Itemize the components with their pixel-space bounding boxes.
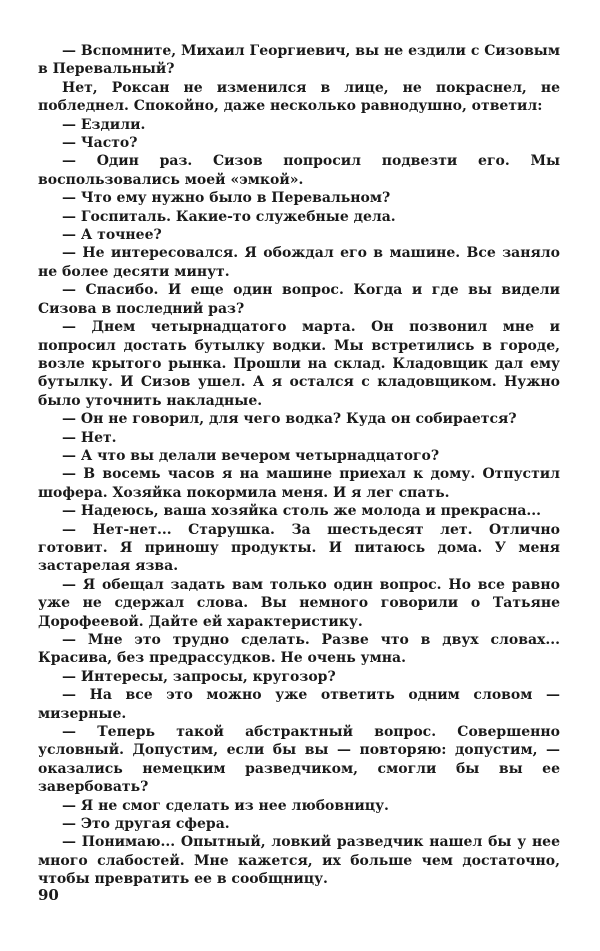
paragraph: — Ездили. xyxy=(62,116,146,133)
paragraph: — Нет. xyxy=(62,429,117,446)
paragraph: — Я не смог сделать из нее любовницу. xyxy=(62,797,389,814)
paragraph: — Один раз. Сизов попросил подвезти его. Мы воспользовались моей «эмкой». xyxy=(38,153,560,188)
paragraph: — А точнее? xyxy=(62,227,162,244)
paragraph: — На все это можно уже ответить одним словом — мизерные. xyxy=(38,687,560,722)
paragraph: — Мне это трудно сделать. Разве что в двух словах... Красива, без предрассудков. Не очень умна. xyxy=(38,632,560,667)
paragraph: — Часто? xyxy=(62,135,138,152)
paragraph: — В восемь часов я на машине приехал к дому. Отпустил шофера. Хозяйка покормила меня. И я лег спать. xyxy=(38,466,560,501)
paragraph: — Он не говорил, для чего водка? Куда он собирается? xyxy=(62,411,517,428)
paragraph: — Не интересовался. Я обождал его в машине. Все заняло не более десяти минут. xyxy=(38,245,560,280)
page-number: 90 xyxy=(38,886,59,904)
paragraph: — Днем четырнадцатого марта. Он позвонил мне и попросил достать бутылку водки. Мы встретились в городе, возле крытого рынка. Прошли на склад. Кладовщик дал ему бутылку. И Сизов ушел. А я остался с кладовщиком. Нужно было уточнить накладные. xyxy=(38,319,560,409)
paragraph: — Нет-нет... Старушка. За шестьдесят лет. Отлично готовит. Я приношу продукты. И питаюсь дома. У меня застарелая язва. xyxy=(38,521,560,575)
paragraph: — Понимаю... Опытный, ловкий разведчик нашел бы у нее много слабостей. Мне кажется, их больше чем достаточно, чтобы превратить ее в сообщницу. xyxy=(38,834,560,888)
paragraph: — Спасибо. И еще один вопрос. Когда и где вы видели Сизова в последний раз? xyxy=(38,282,560,317)
paragraph: — Госпиталь. Какие-то служебные дела. xyxy=(62,208,396,225)
page-body xyxy=(38,42,560,889)
paragraph: — Это другая сфера. xyxy=(62,816,230,833)
paragraph: — Теперь такой абстрактный вопрос. Совершенно условный. Допустим, если бы вы — повторяю: допустим, — оказались немецким разведчиком, смогли бы вы ее завербовать? xyxy=(38,724,560,796)
paragraph: — Что ему нужно было в Перевальном? xyxy=(62,190,391,207)
paragraph: Нет, Роксан не изменился в лице, не покраснел, не побледнел. Спокойно, даже несколько равнодушно, ответил: xyxy=(38,79,560,115)
paragraph: — А что вы делали вечером четырнадцатого? xyxy=(62,447,440,464)
paragraph: — Я обещал задать вам только один вопрос. Но все равно уже не сдержал слова. Вы немного говорили о Татьяне Дорофеевой. Дайте ей характеристику. xyxy=(38,576,560,630)
paragraph: — Интересы, запросы, кругозор? xyxy=(62,668,336,685)
paragraph: — Надеюсь, ваша хозяйка столь же молода и прекрасна... xyxy=(62,503,542,520)
paragraph: — Вспомните, Михаил Георгиевич, вы не ездили с Сизовым в Перевальный? xyxy=(38,43,560,78)
